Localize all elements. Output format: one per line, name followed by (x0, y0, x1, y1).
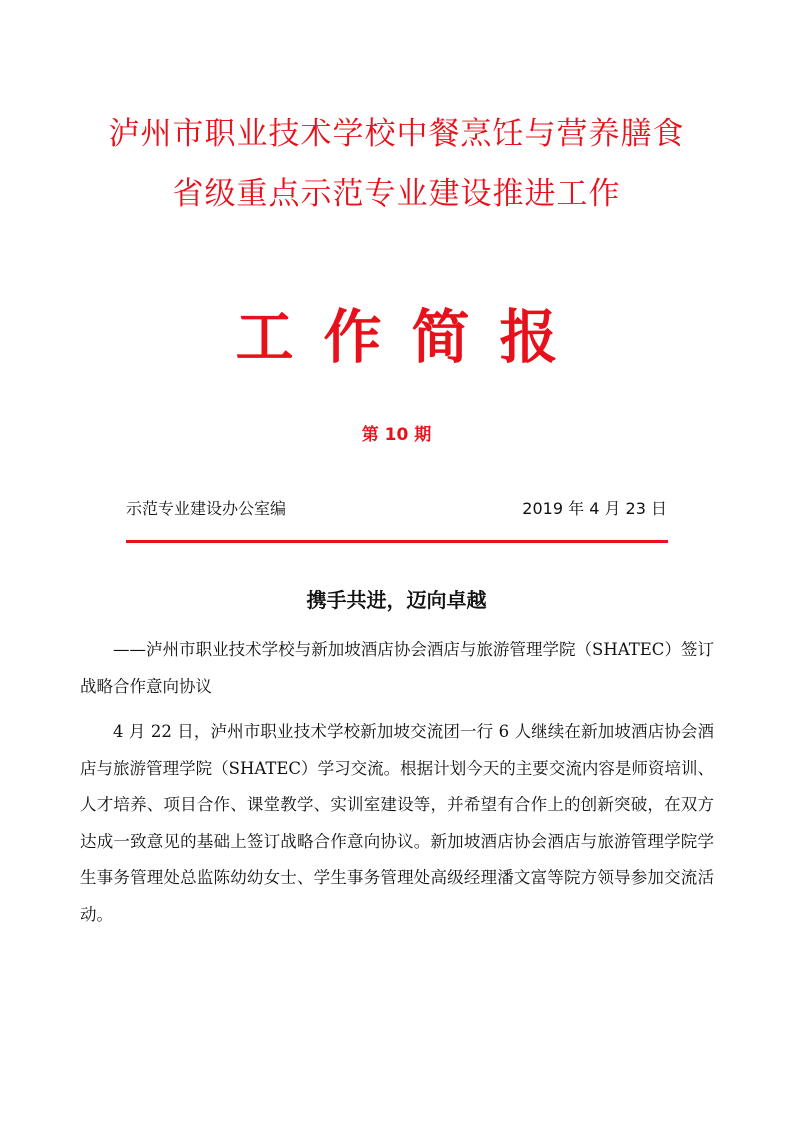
article-paragraph: 4 月 22 日，泸州市职业技术学校新加坡交流团一行 6 人继续在新加坡酒店协会酒店与旅游管理学院（SHATEC）学习交流。根据计划今天的主要交流内容是师资培训、人才培养、项目合作、课堂教学、实训室建设等，并希望有合作上的创新突破，在双方达成一致意见的基础上签订战略合作意向协议。新加坡酒店协会酒店与旅游管理学院学生事务管理处总监陈幼幼女士、学生事务管理处高级经理潘文富等院方领导参加交流活动。 (80, 722, 714, 924)
red-divider (126, 540, 668, 543)
article-title: 携手共进，迈向卓越 (306, 588, 487, 612)
issue-date: 2019 年 4 月 23 日 (522, 499, 667, 518)
issue-number: 第 10 期 (361, 425, 432, 445)
header-title-line1: 泸州市职业技术学校中餐烹饪与营养膳食 (108, 116, 685, 152)
header-title-line2: 省级重点示范专业建设推进工作 (172, 176, 621, 212)
issuer: 示范专业建设办公室编 (126, 499, 287, 518)
article-subtitle: ——泸州市职业技术学校与新加坡酒店协会酒店与旅游管理学院（SHATEC）签订战略合作意向协议 (80, 640, 714, 696)
brief-title: 工作简报 (235, 303, 588, 371)
